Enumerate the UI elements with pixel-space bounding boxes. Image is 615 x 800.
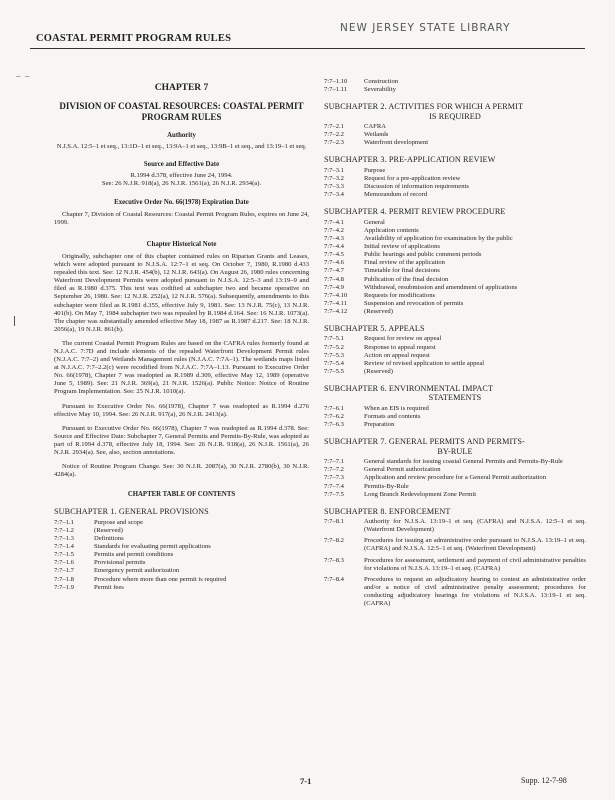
toc-entry-title: Long Branch Redevelopment Zone Permit	[364, 490, 477, 498]
subchapter-title	[324, 384, 586, 403]
toc-entry-number: 7:7–1.4	[54, 543, 74, 551]
toc-entry	[324, 131, 586, 139]
source-heading: Source and Effective Date	[143, 161, 220, 169]
toc-entry-number: 7:7–4.5	[324, 251, 344, 259]
toc-entry	[324, 557, 586, 573]
toc-entry-number: 7:7–4.2	[324, 226, 344, 234]
toc-entry-title: Emergency permit authorization	[94, 567, 180, 575]
toc-entry-number: 7:7–3.4	[324, 191, 344, 199]
toc-entry-number: 7:7–4.3	[324, 235, 344, 243]
toc-entry-number: 7:7–1.8	[54, 575, 74, 583]
subchapter-title	[324, 207, 586, 217]
subchapter-title	[54, 507, 309, 517]
toc-entry-number: 7:7–5.5	[324, 367, 344, 375]
toc-entry-title: Procedures to request an adjudicatory hearing to contest an administrative order and/or a notice of civil administrative penalty assessment; procedures for conducting adjudicatory hearings for violations of N.J.S.A. 13:19–1 et seq. (CAFRA)	[364, 575, 586, 608]
toc-entry-number: 7:7–6.2	[324, 413, 344, 421]
subchapter-title-text: SUBCHAPTER 5. APPEALS	[324, 323, 425, 333]
toc-entry	[54, 535, 309, 543]
toc-entry	[324, 183, 586, 191]
toc-entry-number: 7:7–2.1	[324, 123, 344, 131]
subchapter-title-text: SUBCHAPTER 4. PERMIT REVIEW PROCEDURE	[324, 207, 506, 217]
toc-entry-title: Preparation	[364, 421, 395, 429]
left-column	[54, 78, 309, 592]
subchapter-title-cont: STATEMENTS	[428, 393, 482, 403]
toc-list	[324, 518, 586, 608]
history-paragraph: Notice of Routine Program Change. See: 30 N.J.R. 2087(a), 30 N.J.R. 2780(b), 30 N.J.R. 4284(a).	[54, 463, 309, 479]
toc-entry-title: Action on appeal request	[364, 351, 430, 359]
toc-entry-number: 7:7–8.2	[324, 537, 344, 545]
subchapter-title-text: SUBCHAPTER 8. ENFORCEMENT	[324, 506, 451, 516]
subchapter-title-text: SUBCHAPTER 1. GENERAL PROVISIONS	[54, 507, 209, 517]
toc-entry-title: Suspension and revocation of permits	[364, 299, 464, 307]
toc-entry-title: When an EIS is required	[364, 404, 429, 412]
toc-entry-number: 7:7–3.2	[324, 175, 344, 183]
header-rule	[30, 48, 585, 49]
toc-entry-title: Permit fees	[94, 583, 124, 591]
toc-entry	[324, 191, 586, 199]
subchapter-title	[324, 507, 586, 517]
toc-entry-number: 7:7–4.10	[324, 291, 348, 299]
toc-entry	[324, 227, 586, 235]
toc-entry	[324, 259, 586, 267]
toc-entry-title: Timetable for final decisions	[364, 267, 440, 275]
toc-entry-number: 7:7–1.10	[324, 78, 348, 85]
toc-entry	[324, 360, 586, 368]
toc-entry	[324, 300, 586, 308]
toc-entry-title: Formats and contents	[364, 413, 421, 421]
toc-entry-number: 7:7–3.1	[324, 166, 344, 174]
toc-entry	[324, 458, 586, 466]
toc-entry	[324, 405, 586, 413]
subchapter-title-text: SUBCHAPTER 3. PRE-APPLICATION REVIEW	[324, 155, 496, 165]
toc-entry-number: 7:7–4.12	[324, 307, 348, 315]
toc-entry	[324, 421, 586, 429]
toc-entry-number: 7:7–7.1	[324, 458, 344, 466]
toc-entry	[324, 175, 586, 183]
toc-entry-title: Construction	[364, 78, 399, 85]
toc-entry-number: 7:7–5.3	[324, 351, 344, 359]
toc-entry-number: 7:7–8.3	[324, 556, 344, 564]
toc-entry	[324, 276, 586, 284]
toc-entry-number: 7:7–4.11	[324, 299, 348, 307]
toc-entry-title: Severability	[364, 86, 396, 94]
toc-entry	[324, 78, 586, 86]
toc-entry	[324, 335, 586, 343]
toc-entry	[324, 344, 586, 352]
toc-entry-title: (Reserved)	[364, 367, 393, 375]
toc-entry-title: Discussion of information requirements	[364, 183, 469, 191]
toc-entry	[324, 518, 586, 534]
toc-entry	[54, 519, 309, 527]
toc-entry-number: 7:7–4.1	[324, 218, 344, 226]
toc-entry-title: (Reserved)	[364, 307, 393, 315]
toc-entry	[324, 251, 586, 259]
toc-entry-number: 7:7–7.2	[324, 466, 344, 474]
history-paragraph: Originally, subchapter one of this chapter contained rules on Riparian Grants and Leases, which were adopted pursuant to N.J.S.A. 12:7–1 et seq. On October 7, 1980, R.1980 d.433 repealed this text. See: 12 N.J.R. 454(b), 12 N.J.R. 643(a). On August 26, 1980 rules concerning Waterfront Development Permits were adopted pursuant to N.J.S.A. 12:5–3 and 13:19–9 and filed as R.1980 d.375. This text was codified at subchapter two and became operative on September 26, 1980. See: 12 N.J.R. 252(a), 12 N.J.R. 576(a). Subsequently, amendments to this subchapter were filed as R.1981 d.355, effective July 9, 1981. See: 13 N.J.R. 75(c), 13 N.J.R. 401(b). On May 7, 1984 subchapter two was repealed by R.1984 d.164. See: 16 N.J.R. 1073(a). The chapter was substantially amended effective May 18, 1987 as R.1987 d.217. See: 18 N.J.R. 2056(a), 19 N.J.R. 861(b).	[54, 252, 309, 333]
toc-entry	[324, 267, 586, 275]
toc-list	[324, 78, 586, 94]
toc-entry-title: General Permit authorization	[364, 466, 441, 474]
toc-entry	[324, 491, 586, 499]
toc-entry-number: 7:7–6.1	[324, 404, 344, 412]
toc-entry-title: Initial review of applications	[364, 243, 440, 251]
subchapter-title-text: SUBCHAPTER 6. ENVIRONMENTAL IMPACT	[324, 383, 494, 393]
toc-entry	[54, 567, 309, 575]
toc-entry-title: General standards for issuing coastal General Permits and Permits-By-Rule	[364, 458, 563, 466]
toc-list	[324, 405, 586, 429]
toc-entry-title: Procedure where more than one permit is required	[94, 575, 227, 583]
toc-entry-title: Purpose and scope	[94, 518, 144, 526]
toc-entry-number: 7:7–3.3	[324, 183, 344, 191]
toc-list	[324, 219, 586, 316]
toc-entry-title: Permits-By-Rule	[364, 482, 409, 490]
toc-entry	[324, 537, 586, 553]
toc-list	[54, 519, 309, 592]
toc-entry-title: CAFRA	[364, 123, 386, 131]
toc-entry	[324, 235, 586, 243]
toc-entry-number: 7:7–4.4	[324, 243, 344, 251]
history-heading: Chapter Historical Note	[146, 240, 217, 248]
toc-entry-title: Response to appeal request	[364, 343, 436, 351]
toc-list	[324, 123, 586, 147]
toc-entry-number: 7:7–1.9	[54, 583, 74, 591]
toc-entry	[324, 466, 586, 474]
toc-entry-title: Withdrawal, resubmission and amendment of applications	[364, 283, 518, 291]
toc-entry-number: 7:7–1.5	[54, 551, 74, 559]
running-title: COASTAL PERMIT PROGRAM RULES	[36, 33, 232, 44]
toc-entry	[324, 413, 586, 421]
toc-entry	[54, 527, 309, 535]
toc-entry-title: Final review of the application	[364, 259, 445, 267]
history-paragraph: The current Coastal Permit Program Rules are based on the CAFRA rules formerly found at N.J.A.C. 7:7D and include elements of the repealed Waterfront Development Permit rules (N.J.A.C. 7:7–2) and Wetlands Management rules (N.J.A.C. 7:7A–1). The wetlands maps listed at N.J.A.C. 7:7–2.2(c) were recodified from N.J.A.C. 7:7A–1.13. Pursuant to Executive Order No. 66(1978), Chapter 7 was readopted as R.1989 d.309, effective May 12, 1989 (operative June 5, 1989). See: 21 N.J.R. 369(a), 21 N.J.R. 1526(a). Public Notice: Notice of Routine Program Implementation. See: 25 N.J.R. 1010(a).	[54, 339, 309, 396]
history-paragraph: Pursuant to Executive Order No. 66(1978), Chapter 7 was readopted as R.1994 d.276 effective May 10, 1994. See: 26 N.J.R. 917(a), 26 N.J.R. 2413(a).	[54, 402, 309, 418]
margin-mark: – –	[16, 71, 30, 81]
toc-entry-title: Application and review procedure for a General Permit authorization	[364, 474, 546, 482]
toc-entry-title: Publication of the final decision	[364, 275, 449, 283]
chapter-title: DIVISION OF COASTAL RESOURCES: COASTAL PERMIT PROGRAM RULES	[59, 101, 304, 123]
toc-entry-number: 7:7–2.3	[324, 139, 344, 147]
toc-entry-title: Request for review on appeal	[364, 335, 442, 343]
toc-entry-title: Procedures for issuing an administrative order pursuant to N.J.S.A. 13:19–1 et seq. (CAFRA) and N.J.S.A. 12:5–1 et seq. (Waterfront Development)	[364, 537, 586, 553]
toc-entry-title: Procedures for assessment, settlement and payment of civil administrative penalties for violations of N.J.S.A. 13:19–1 et seq. (CAFRA)	[364, 556, 586, 572]
toc-entry-number: 7:7–1.6	[54, 559, 74, 567]
toc-entry-number: 7:7–5.1	[324, 335, 344, 343]
toc-entry-number: 7:7–7.5	[324, 490, 344, 498]
toc-entry-title: Requests for modifications	[364, 291, 436, 299]
toc-entry-title: Wetlands	[364, 131, 389, 139]
toc-entry-number: 7:7–4.8	[324, 275, 344, 283]
subchapter-title	[324, 437, 586, 456]
toc-entry	[324, 167, 586, 175]
toc-entry-title: General	[364, 218, 385, 226]
toc-entry-number: 7:7–1.1	[54, 518, 74, 526]
toc-list	[324, 167, 586, 199]
toc-entry-title: Permits and permit conditions	[94, 551, 174, 559]
toc-entry	[54, 543, 309, 551]
toc-entry	[324, 219, 586, 227]
toc-entry	[324, 474, 586, 482]
expiration-heading: Executive Order No. 66(1978) Expiration Date	[114, 198, 249, 206]
subchapter-title	[324, 155, 586, 165]
toc-entry-title: Standards for evaluating permit applications	[94, 543, 211, 551]
toc-entry-number: 7:7–5.2	[324, 343, 344, 351]
toc-entry-number: 7:7–4.6	[324, 259, 344, 267]
authority-text: N.J.S.A. 12:5–1 et seq., 13:1D–1 et seq., 13:9A–1 et seq., 13:9B–1 et seq., and 13:19–1 et seq.	[56, 143, 307, 151]
toc-entry-title: Public hearings and public comment periods	[364, 251, 482, 259]
subchapter-title-text: SUBCHAPTER 7. GENERAL PERMITS AND PERMITS-	[324, 437, 525, 447]
toc-entry-number: 7:7–7.3	[324, 474, 344, 482]
toc-entry-title: Waterfront development	[364, 139, 429, 147]
margin-revision-bar	[14, 316, 15, 326]
toc-entry-number: 7:7–5.4	[324, 359, 344, 367]
right-column	[324, 78, 586, 608]
source-line-1: R.1994 d.378, effective June 24, 1994.	[130, 172, 233, 180]
toc-entry	[54, 559, 309, 567]
toc-heading: CHAPTER TABLE OF CONTENTS	[127, 491, 236, 499]
toc-list	[324, 335, 586, 375]
toc-entry	[324, 292, 586, 300]
toc-entry-number: 7:7–7.4	[324, 482, 344, 490]
chapter-label: CHAPTER 7	[154, 83, 209, 93]
toc-entry	[54, 576, 309, 584]
toc-list	[324, 458, 586, 498]
toc-entry	[324, 139, 586, 147]
toc-entry-title: Definitions	[94, 535, 124, 543]
toc-entry	[324, 86, 586, 94]
toc-entry	[324, 576, 586, 608]
page-number: 7-1	[300, 776, 312, 786]
toc-entry-number: 7:7–1.11	[324, 86, 348, 94]
toc-entry-title: Review of revised application to settle appeal	[364, 359, 485, 367]
toc-entry-title: Availability of application for examination by the public	[364, 235, 513, 243]
toc-entry-number: 7:7–2.2	[324, 131, 344, 139]
toc-entry	[324, 368, 586, 376]
supplement-date: Supp. 12-7-98	[521, 776, 567, 785]
expiration-text: Chapter 7, Division of Coastal Resources: Coastal Permit Program Rules, expires on June 24, 1999.	[54, 210, 309, 226]
toc-entry	[324, 123, 586, 131]
history-paragraph: Pursuant to Executive Order No. 66(1978), Chapter 7 was readopted as R.1994 d.378. See: Source and Effective Date: Subchapter 7, General Permits and Permits-By-Rule, was adopted as part of R.1994 d.378, effective July 18, 1994. See: 26 N.J.R. 918(a), 26 N.J.R. 1561(a), 26 N.J.R. 2934(a). See, also, section annotations.	[54, 424, 309, 456]
toc-entry-number: 7:7–8.4	[324, 575, 344, 583]
toc-entry-title: Application contents	[364, 226, 419, 234]
source-line-2: See: 26 N.J.R. 918(a), 26 N.J.R. 1561(a), 26 N.J.R. 2934(a).	[101, 180, 262, 188]
toc-entry-number: 7:7–4.7	[324, 267, 344, 275]
toc-entry-number: 7:7–8.1	[324, 518, 344, 526]
toc-entry-number: 7:7–1.3	[54, 535, 74, 543]
toc-entry	[324, 308, 586, 316]
toc-entry	[324, 352, 586, 360]
toc-entry-number: 7:7–1.2	[54, 526, 74, 534]
toc-entry-title: Memorandum of record	[364, 191, 427, 199]
toc-entry-number: 7:7–1.7	[54, 567, 74, 575]
authority-heading: Authority	[167, 132, 196, 140]
toc-entry	[54, 551, 309, 559]
toc-entry-title: Provisional permits	[94, 559, 146, 567]
subchapter-title	[324, 102, 586, 121]
toc-entry	[54, 584, 309, 592]
library-stamp: NEW JERSEY STATE LIBRARY	[340, 22, 511, 34]
toc-entry	[324, 483, 586, 491]
toc-entry	[324, 284, 586, 292]
toc-entry-number: 7:7–4.9	[324, 283, 344, 291]
toc-entry-title: Purpose	[364, 166, 386, 174]
subchapter-title-cont: IS REQUIRED	[429, 111, 481, 121]
toc-entry	[324, 243, 586, 251]
subchapter-title	[324, 324, 586, 334]
toc-entry-title: Authority for N.J.S.A. 13:19–1 et seq. (CAFRA) and N.J.S.A. 12:5–1 et seq. (Waterfront Development)	[364, 518, 586, 534]
toc-entry-title: (Reserved)	[94, 526, 123, 534]
subchapter-title-cont: BY-RULE	[437, 446, 473, 456]
toc-entry-number: 7:7–6.3	[324, 421, 344, 429]
toc-entry-title: Request for a pre-application review	[364, 175, 461, 183]
subchapter-title-text: SUBCHAPTER 2. ACTIVITIES FOR WHICH A PERMIT	[324, 102, 524, 112]
